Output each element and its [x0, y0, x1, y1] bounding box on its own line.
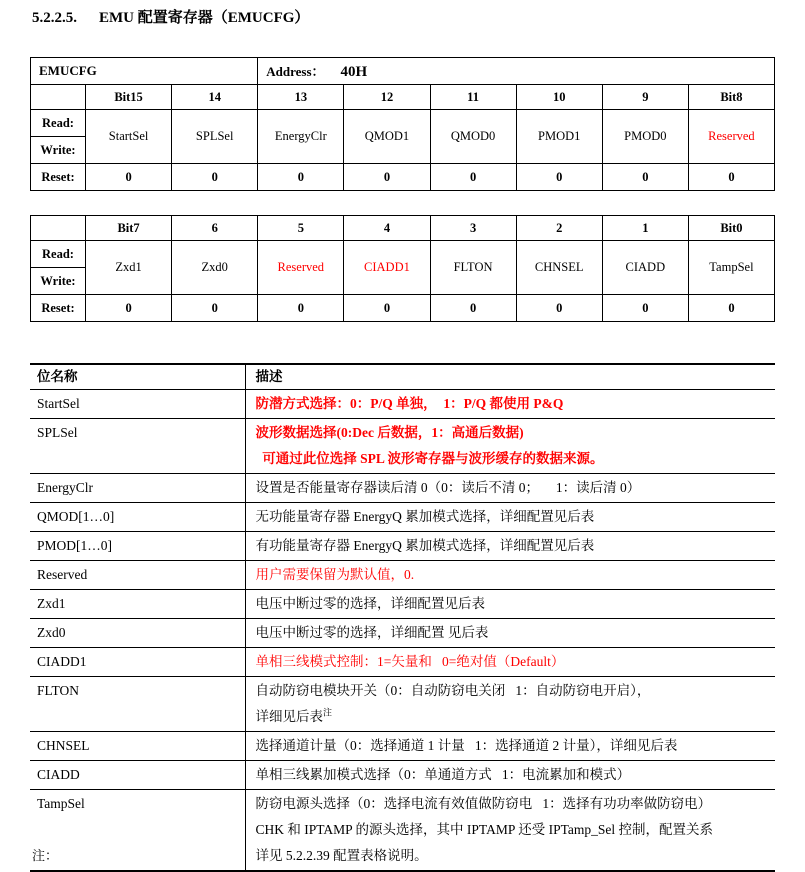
footnote-partial-text: 注：	[32, 848, 59, 863]
bit-label: Bit0	[688, 216, 774, 241]
register-name-cell: EMUCFG	[31, 58, 258, 85]
bitfield-name: StartSel	[30, 390, 245, 419]
bitfield-name: TampSel	[30, 790, 245, 872]
reset-value: 0	[258, 295, 344, 322]
bitfield-name: FLTON	[30, 677, 245, 732]
field-cell-reserved: Reserved	[258, 241, 344, 295]
reset-value: 0	[172, 295, 258, 322]
bit-label: Bit7	[86, 216, 172, 241]
desc-line: 设置是否能量寄存器读后清 0（0：读后不清 0； 1：读后清 0）	[255, 480, 641, 495]
bit-label: 4	[344, 216, 430, 241]
field-cell: PMOD0	[602, 110, 688, 164]
bit-label: 13	[258, 85, 344, 110]
field-cell: SPLSel	[172, 110, 258, 164]
reset-value: 0	[86, 295, 172, 322]
corner-cell	[31, 85, 86, 110]
field-cell: StartSel	[86, 110, 172, 164]
reset-value: 0	[688, 295, 774, 322]
reset-value: 0	[602, 164, 688, 191]
row-label-write: Write:	[31, 137, 86, 164]
desc-line: 单相三线模式控制：1=矢量和 0=绝对值（Default）	[255, 654, 565, 669]
table-row	[30, 532, 775, 561]
table-row	[30, 619, 775, 648]
bitfield-name: CIADD	[30, 761, 245, 790]
field-cell: EnergyClr	[258, 110, 344, 164]
desc-line: 电压中断过零的选择，详细配置 见后表	[255, 625, 489, 640]
bitfield-name: CIADD1	[30, 648, 245, 677]
bit-label: 12	[344, 85, 430, 110]
bitfield-name: Reserved	[30, 561, 245, 590]
column-header-desc: 描述	[255, 369, 283, 384]
desc-line-text: 详细见后表	[255, 709, 323, 724]
row-label-write: Write:	[31, 268, 86, 295]
field-cell: PMOD1	[516, 110, 602, 164]
address-label: Address：	[266, 64, 325, 79]
reset-value: 0	[430, 164, 516, 191]
bit-label: Bit15	[86, 85, 172, 110]
reset-value: 0	[430, 295, 516, 322]
bit-label: 2	[516, 216, 602, 241]
field-cell: FLTON	[430, 241, 516, 295]
section-title: EMU 配置寄存器（EMUCFG）	[99, 10, 310, 26]
desc-line: 自动防窃电模块开关（0：自动防窃电关闭 1：自动防窃电开启），	[255, 683, 651, 698]
bitfield-name: EnergyClr	[30, 474, 245, 503]
table-row	[30, 648, 775, 677]
reset-value: 0	[516, 164, 602, 191]
bitfield-name: Zxd0	[30, 619, 245, 648]
desc-line: CHK 和 IPTAMP 的源头选择，其中 IPTAMP 还受 IPTamp_Sel 控制，配置关系	[255, 822, 714, 837]
bitfield-name: CHNSEL	[30, 732, 245, 761]
desc-line: 电压中断过零的选择，详细配置见后表	[255, 596, 485, 611]
row-label-reset: Reset:	[31, 295, 86, 322]
reset-value: 0	[344, 295, 430, 322]
desc-line: 单相三线累加模式选择（0：单通道方式 1：电流累加和模式）	[255, 767, 631, 782]
bit-label: 1	[602, 216, 688, 241]
reset-value: 0	[344, 164, 430, 191]
field-cell: TampSel	[688, 241, 774, 295]
table-row	[30, 677, 775, 732]
address-value: 40H	[340, 64, 368, 80]
bit-label: 3	[430, 216, 516, 241]
corner-cell	[31, 216, 86, 241]
table-row	[30, 590, 775, 619]
section-heading	[32, 6, 309, 27]
field-cell-ciadd1: CIADD1	[344, 241, 430, 295]
row-label-read: Read:	[31, 241, 86, 268]
field-cell: Zxd1	[86, 241, 172, 295]
table-row	[30, 503, 775, 532]
row-label-reset: Reset:	[31, 164, 86, 191]
desc-line: 防窃电源头选择（0：选择电流有效值做防窃电 1：选择有功功率做防窃电）	[255, 796, 712, 811]
reset-value: 0	[602, 295, 688, 322]
reset-value: 0	[258, 164, 344, 191]
field-cell: QMOD0	[430, 110, 516, 164]
field-cell-reserved: Reserved	[688, 110, 774, 164]
table-row	[30, 419, 775, 474]
bit-label: 10	[516, 85, 602, 110]
bit-label: Bit8	[688, 85, 774, 110]
register-address-cell	[258, 58, 775, 85]
bitfield-name: QMOD[1…0]	[30, 503, 245, 532]
reset-value: 0	[516, 295, 602, 322]
desc-line: 防潜方式选择：0：P/Q 单独， 1：P/Q 都使用 P&Q	[255, 396, 564, 411]
bitfield-name: Zxd1	[30, 590, 245, 619]
bitfield-name: SPLSel	[30, 419, 245, 474]
bit-label: 6	[172, 216, 258, 241]
bitfield-name: PMOD[1…0]	[30, 532, 245, 561]
table-row	[30, 561, 775, 590]
footnote-partial	[32, 845, 59, 863]
bit-label: 14	[172, 85, 258, 110]
table-row	[30, 474, 775, 503]
table-row	[30, 790, 775, 872]
field-cell: QMOD1	[344, 110, 430, 164]
desc-line: 可通过此位选择 SPL 波形寄存器与波形缓存的数据来源。	[255, 451, 604, 466]
desc-line: 有功能量寄存器 EnergyQ 累加模式选择，详细配置见后表	[255, 538, 595, 553]
bit-label: 11	[430, 85, 516, 110]
table-row	[30, 761, 775, 790]
register-table-high	[30, 57, 775, 191]
desc-line: 波形数据选择(0:Dec 后数据，1：高通后数据)	[255, 425, 524, 440]
desc-line: 无功能量寄存器 EnergyQ 累加模式选择，详细配置见后表	[255, 509, 595, 524]
table-row	[30, 390, 775, 419]
reset-value: 0	[172, 164, 258, 191]
reset-value: 0	[86, 164, 172, 191]
section-number: 5.2.2.5.	[32, 10, 77, 26]
footnote-marker: 注	[323, 707, 333, 718]
bitfield-description-table	[30, 363, 775, 872]
field-cell: CIADD	[602, 241, 688, 295]
register-table-low	[30, 215, 775, 322]
desc-line: 详见 5.2.2.39 配置表格说明。	[255, 848, 428, 863]
desc-line: 用户需要保留为默认值，0.	[255, 567, 415, 582]
desc-line	[256, 704, 770, 730]
row-label-read: Read:	[31, 110, 86, 137]
reset-value: 0	[688, 164, 774, 191]
column-header-name: 位名称	[30, 364, 245, 390]
table-row	[30, 732, 775, 761]
bit-label: 9	[602, 85, 688, 110]
bit-label: 5	[258, 216, 344, 241]
desc-line: 选择通道计量（0：选择通道 1 计量 1：选择通道 2 计量），详细见后表	[255, 738, 678, 753]
field-cell: CHNSEL	[516, 241, 602, 295]
field-cell: Zxd0	[172, 241, 258, 295]
